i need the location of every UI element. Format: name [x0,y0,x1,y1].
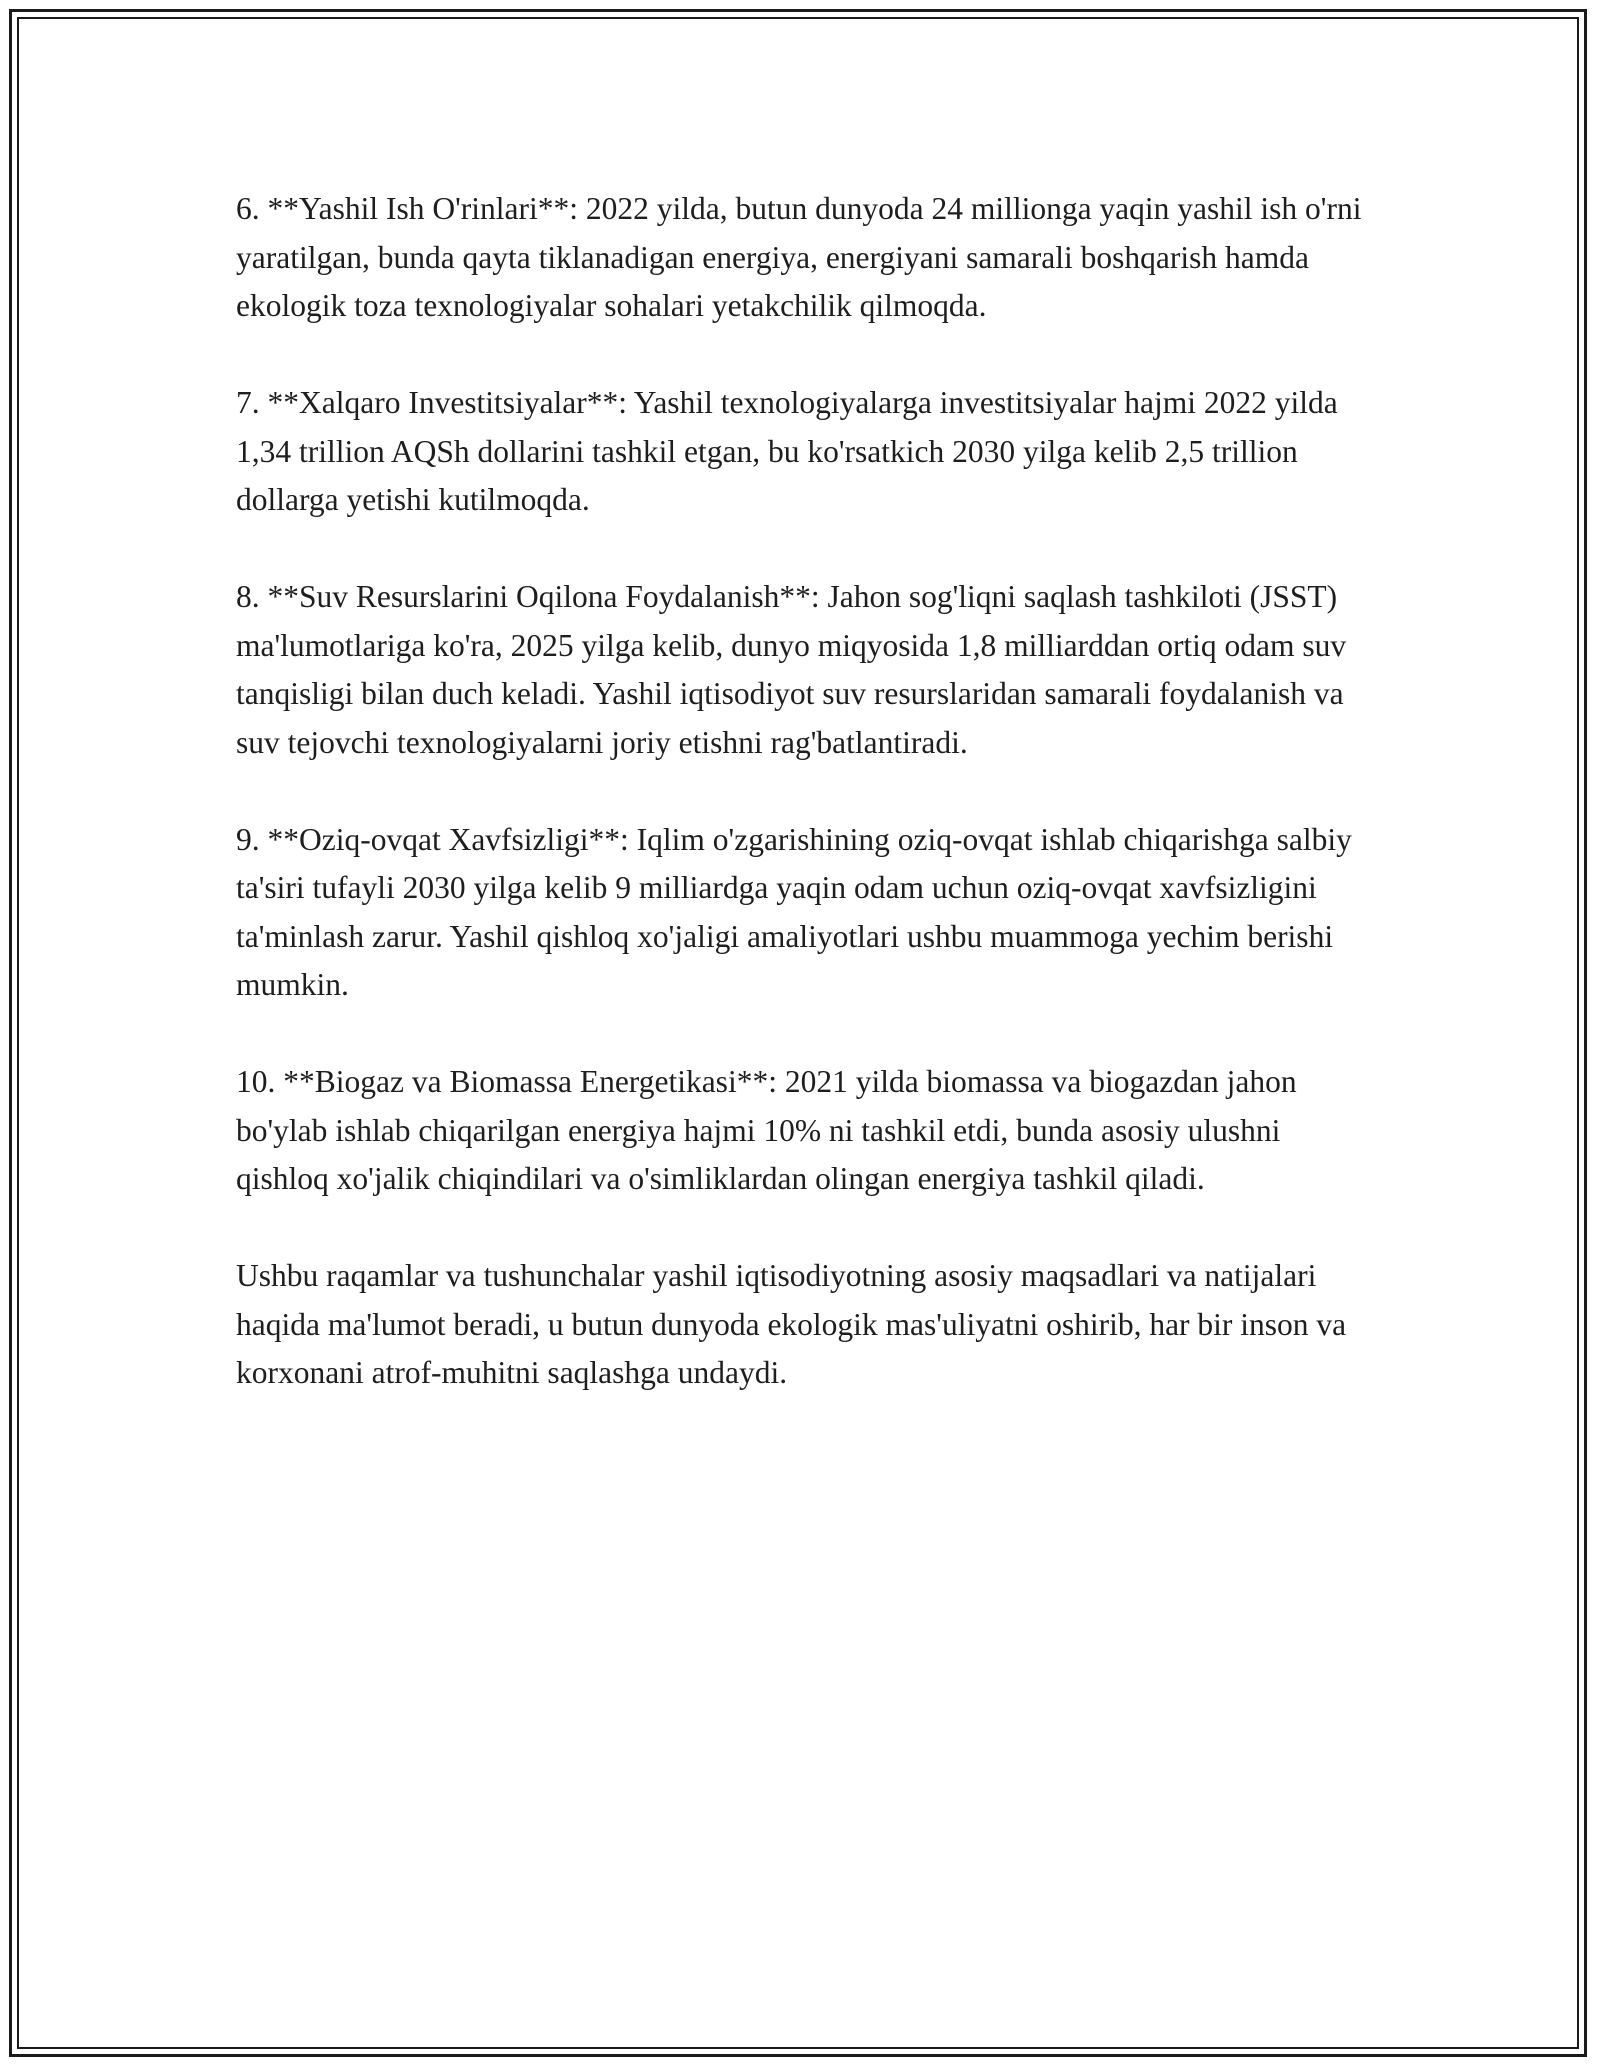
paragraph-water-resources: 8. **Suv Resurslarini Oqilona Foydalanish**: Jahon sog'liqni saqlash tashkiloti (JSST) ma'lumotlariga ko'ra, 2025 yilga kelib, dunyo miqyosida 1,8 milliarddan ortiq odam suv tanqisligi bilan duch keladi. Yashil iqtisodiyot suv resurslaridan samarali foydalanish va suv tejovchi texnologiyalarni joriy etishni rag'batlantiradi. [236,579,1347,760]
paragraph-international-investments: 7. **Xalqaro Investitsiyalar**: Yashil texnologiyalarga investitsiyalar hajmi 2022 yilda 1,34 trillion AQSh dollarini tashkil etgan, bu ko'rsatkich 2030 yilga kelib 2,5 trillion dollarga yetishi kutilmoqda. [236,385,1338,517]
paragraph-green-jobs: 6. **Yashil Ish O'rinlari**: 2022 yilda, butun dunyoda 24 millionga yaqin yashil ish o'rni yaratilgan, bunda qayta tiklanadigan energiya, energiyani samarali boshqarish hamda ekologik toza texnologiyalar sohalari yetakchilik qilmoqda. [236,191,1362,323]
document-body [236,185,1376,1446]
paragraph-conclusion: Ushbu raqamlar va tushunchalar yashil iqtisodiyotning asosiy maqsadlari va natijalari haqida ma'lumot beradi, u butun dunyoda ekologik mas'uliyatni oshirib, har bir inson va korxonani atrof-muhitni saqlashga undaydi. [236,1258,1347,1390]
paragraph-biogas-biomass: 10. **Biogaz va Biomassa Energetikasi**: 2021 yilda biomassa va biogazdan jahon bo'ylab ishlab chiqarilgan energiya hajmi 10% ni tashkil etdi, bunda asosiy ulushni qishloq xo'jalik chiqindilari va o'simliklardan olingan energiya tashkil qiladi. [236,1064,1297,1196]
paragraph-food-security: 9. **Oziq-ovqat Xavfsizligi**: Iqlim o'zgarishining oziq-ovqat ishlab chiqarishga salbiy ta'siri tufayli 2030 yilga kelib 9 milliardga yaqin odam uchun oziq-ovqat xavfsizligini ta'minlash zarur. Yashil qishloq xo'jaligi amaliyotlari ushbu muammoga yechim berishi mumkin. [236,821,1352,1002]
